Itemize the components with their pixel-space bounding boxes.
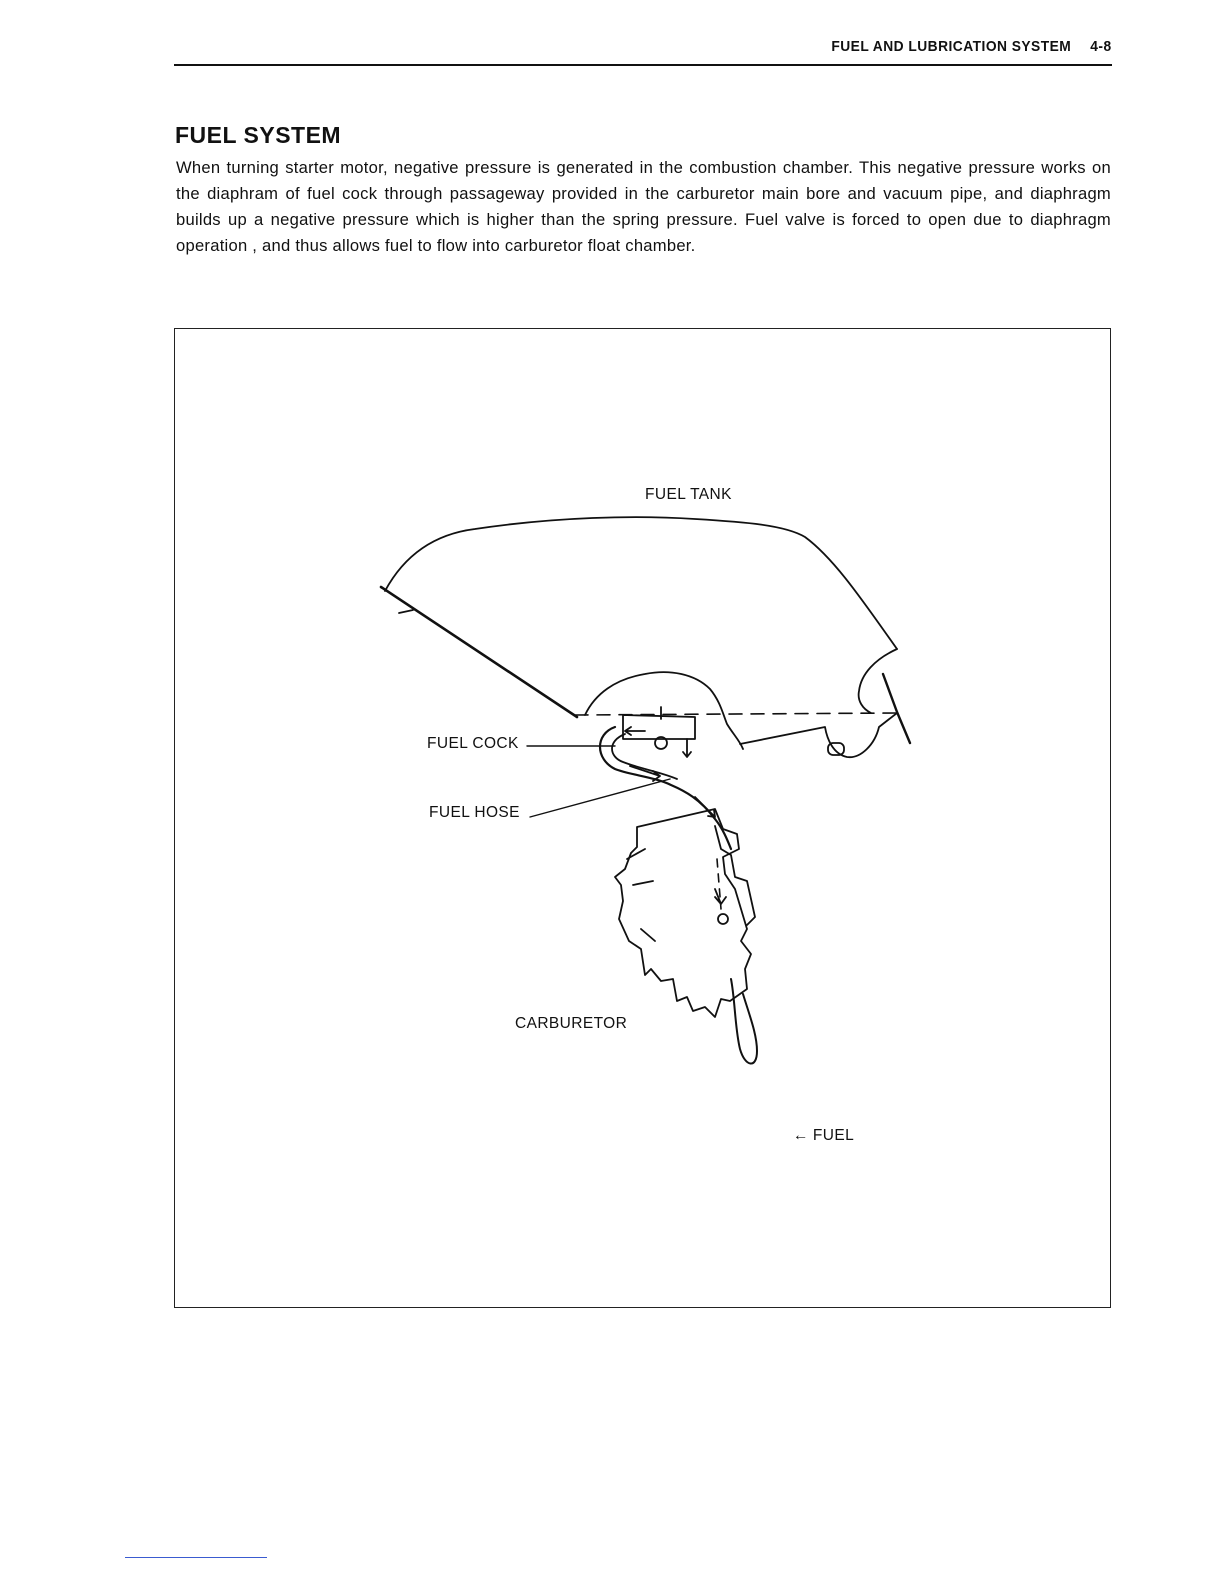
- footer-rule: [125, 1557, 267, 1558]
- carburetor-float-mark: [718, 914, 728, 924]
- fuel-cock-arrow-down: [683, 739, 691, 757]
- fuel-cock-body: [623, 715, 695, 739]
- fuel-system-diagram: [174, 328, 1111, 1308]
- fuel-tank-small-mark: [399, 610, 413, 613]
- fuel-hose: [600, 727, 731, 849]
- fuel-cock-arrow-in: [625, 727, 645, 735]
- fuel-tank-outline: [385, 517, 897, 649]
- fuel-tank-bracket: [740, 713, 897, 757]
- carburetor-details: [627, 849, 655, 941]
- fuel-cock-label: FUEL COCK: [427, 735, 519, 752]
- fuel-hose-label: FUEL HOSE: [429, 804, 520, 821]
- section-body: When turning starter motor, negative pressure is generated in the combustion chamber. This negative pressure works on the diaphram of fuel cock through passageway provided in the carburetor main bore and vacuum pipe, and diaphragm builds up a negative pressure which is higher than the spring pressure. Fuel valve is forced to open due to diaphragm operation , and thus allows fuel to flow into carburetor float chamber.: [176, 158, 1111, 255]
- header-section-title: FUEL AND LUBRICATION SYSTEM: [831, 38, 1072, 55]
- fuel-hose-arrow-2: [695, 797, 715, 817]
- fuel-tank-lower-edge: [381, 587, 577, 717]
- carburetor-fitting: [715, 826, 755, 925]
- left-arrow-icon: ←: [793, 1127, 809, 1144]
- fuel-legend-text: FUEL: [812, 1127, 855, 1144]
- page-number: 4-8: [1090, 38, 1112, 55]
- running-header: [174, 36, 1112, 66]
- header-text: [832, 38, 1112, 55]
- section-title: FUEL SYSTEM: [175, 122, 342, 148]
- fuel-tank-rear-lip: [859, 649, 897, 713]
- fuel-tank-rear-hook: [883, 674, 910, 743]
- fuel-tank-label: FUEL TANK: [645, 486, 732, 503]
- fuel-hose-leader: [530, 779, 670, 817]
- fuel-legend: [793, 1127, 854, 1145]
- carburetor-label: CARBURETOR: [515, 1015, 628, 1032]
- diagram-drawing: [175, 329, 1112, 1309]
- carburetor-body: [615, 809, 751, 1017]
